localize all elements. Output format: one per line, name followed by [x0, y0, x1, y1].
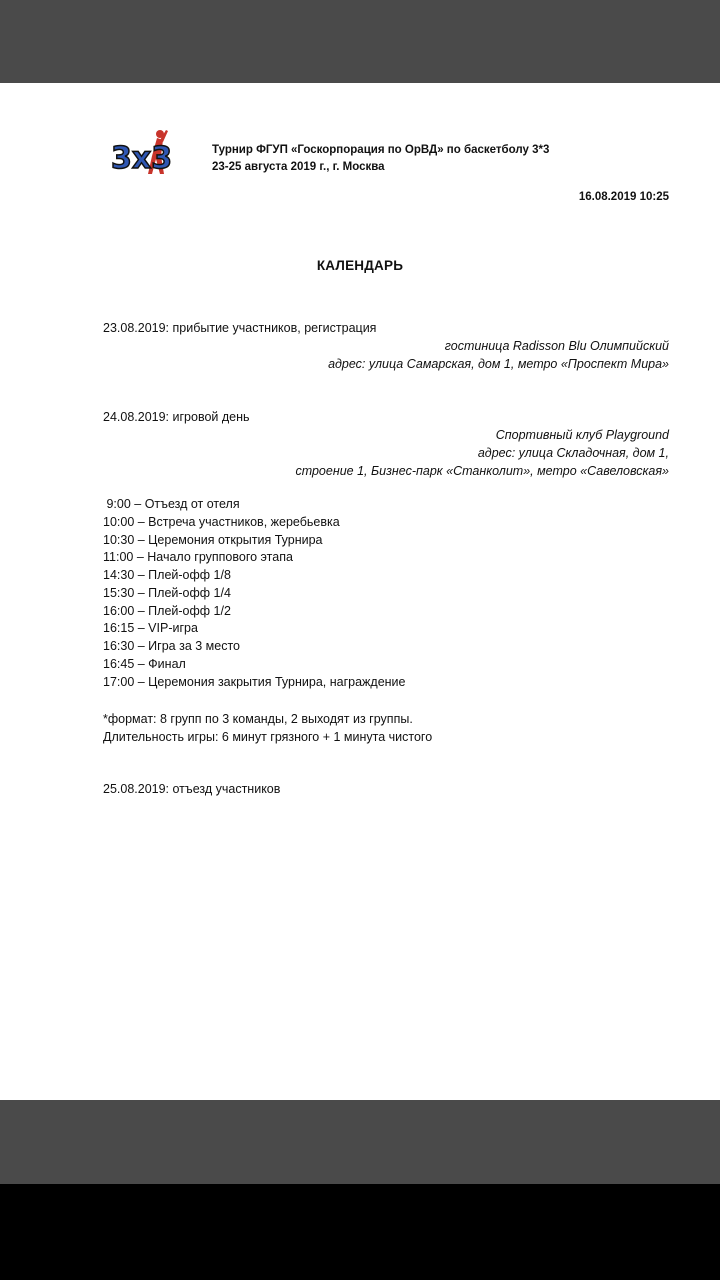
- schedule-item: 9:00 – Отъезд от отеля: [103, 497, 240, 511]
- schedule-item: 16:30 – Игра за 3 место: [103, 639, 241, 653]
- day1-address: адрес: улица Самарская, дом 1, метро «Проспект Мира»: [328, 357, 669, 371]
- schedule-item: 17:00 – Церемония закрытия Турнира, награждение: [103, 674, 406, 689]
- tournament-logo: [108, 126, 190, 186]
- schedule-list: [103, 496, 405, 691]
- day3-heading: 25.08.2019: отъезд участников: [103, 782, 281, 796]
- day2-heading: 24.08.2019: игровой день: [103, 410, 250, 424]
- schedule-item: 10:30 – Церемония открытия Турнира: [103, 532, 323, 547]
- schedule-item: 14:30 – Плей-офф 1/8: [103, 568, 231, 582]
- schedule-item: 11:00 – Начало группового этапа: [103, 550, 293, 565]
- document-timestamp: 16.08.2019 10:25: [578, 191, 669, 203]
- format-note: *формат: 8 групп по 3 команды, 2 выходят из группы.: [103, 712, 413, 726]
- day1-heading: 23.08.2019: прибытие участников, регистрация: [103, 321, 377, 335]
- viewer-bottom-bar: [0, 1100, 720, 1184]
- day1-venue: гостиница Radisson Blu Олимпийский: [444, 339, 669, 353]
- schedule-item: 10:00 – Встреча участников, жеребьевка: [103, 514, 340, 529]
- tournament-title: Турнир ФГУП «Госкорпорация по ОрВД» по баскетболу 3*3: [212, 144, 550, 156]
- day2-venue: Спортивный клуб Playground: [495, 428, 669, 442]
- schedule-item: 15:30 – Плей-офф 1/4: [103, 585, 231, 600]
- schedule-item: 16:45 – Финал: [103, 656, 186, 671]
- tournament-dates: 23-25 августа 2019 г., г. Москва: [212, 161, 385, 173]
- day2-address-line1: адрес: улица Складочная, дом 1,: [477, 446, 669, 460]
- schedule-item: 16:00 – Плей-офф 1/2: [103, 603, 231, 618]
- day2-address-line2: строение 1, Бизнес-парк «Станколит», метро «Савеловская»: [295, 464, 669, 478]
- viewer-top-bar: [0, 0, 720, 83]
- logo-text: 3x3: [111, 141, 173, 176]
- schedule-item: 16:15 – VIP-игра: [103, 621, 198, 636]
- document-page: [0, 83, 720, 1100]
- system-nav-area: [0, 1184, 720, 1280]
- duration-note: Длительность игры: 6 минут грязного + 1 минута чистого: [103, 730, 433, 744]
- page-title: КАЛЕНДАРЬ: [316, 258, 404, 273]
